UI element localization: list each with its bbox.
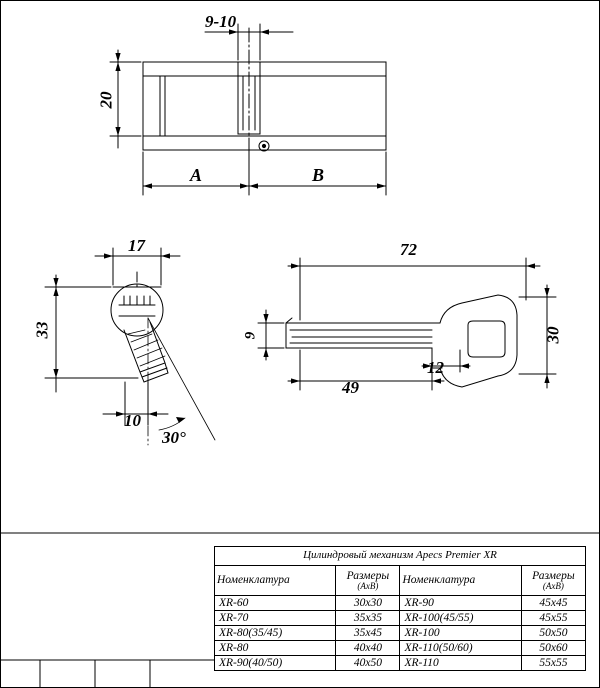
cell-name-left: XR-80(35/45) <box>215 626 336 641</box>
specification-table <box>214 546 586 671</box>
header-size-right <box>521 565 585 596</box>
cell-name-left: XR-90(40/50) <box>215 656 336 671</box>
header-size-right-sub: (АхВ) <box>542 580 564 591</box>
table-row <box>215 656 586 671</box>
header-nomenclature-left: Номенклатура <box>215 565 336 596</box>
dimension-label-a: A <box>190 165 203 185</box>
header-size-right-main: Размеры <box>532 569 575 582</box>
dimension-label-b: B <box>312 165 325 185</box>
cell-size-right: 50х50 <box>521 626 585 641</box>
dimension-label-10: 10 <box>124 411 141 430</box>
cell-name-right: XR-110(50/60) <box>400 641 521 656</box>
dimension-label-20: 20 <box>96 91 116 109</box>
cell-name-left: XR-70 <box>215 611 336 626</box>
dimension-label-12: 12 <box>427 358 444 377</box>
cell-name-left: XR-80 <box>215 641 336 656</box>
cell-name-right: XR-90 <box>400 596 521 611</box>
dimension-label-33: 33 <box>32 321 52 339</box>
cell-size-right: 45х55 <box>521 611 585 626</box>
table-title: Цилиндровый механизм Apecs Premier XR <box>215 547 586 566</box>
dimension-label-30: 30 <box>543 326 563 344</box>
dimension-label-49: 49 <box>342 378 359 397</box>
cell-size-left: 40х40 <box>336 641 400 656</box>
header-nomenclature-right: Номенклатура <box>400 565 521 596</box>
header-size-left-sub: (АхВ) <box>357 580 379 591</box>
table-title-row <box>215 547 586 566</box>
cell-size-right: 45х45 <box>521 596 585 611</box>
table-row <box>215 641 586 656</box>
dimension-label-9: 9 <box>242 331 259 340</box>
cell-name-right: XR-100 <box>400 626 521 641</box>
cell-size-left: 35х35 <box>336 611 400 626</box>
table-row <box>215 626 586 641</box>
dimension-label-30-deg: 30° <box>162 428 186 447</box>
header-size-left <box>336 565 400 596</box>
header-size-left-main: Размеры <box>346 569 390 582</box>
cell-name-right: XR-110 <box>400 656 521 671</box>
cell-size-left: 30х30 <box>336 596 400 611</box>
dimension-label-72: 72 <box>400 240 417 259</box>
cell-size-right: 55х55 <box>521 656 585 671</box>
cell-size-right: 50х60 <box>521 641 585 656</box>
cell-name-right: XR-100(45/55) <box>400 611 521 626</box>
cell-size-left: 35х45 <box>336 626 400 641</box>
table-header-row <box>215 565 586 596</box>
cell-size-left: 40х50 <box>336 656 400 671</box>
table-row <box>215 611 586 626</box>
table-row <box>215 596 586 611</box>
cell-name-left: XR-60 <box>215 596 336 611</box>
dimension-label-17: 17 <box>128 236 145 255</box>
dimension-label-9-10: 9-10 <box>205 12 237 31</box>
